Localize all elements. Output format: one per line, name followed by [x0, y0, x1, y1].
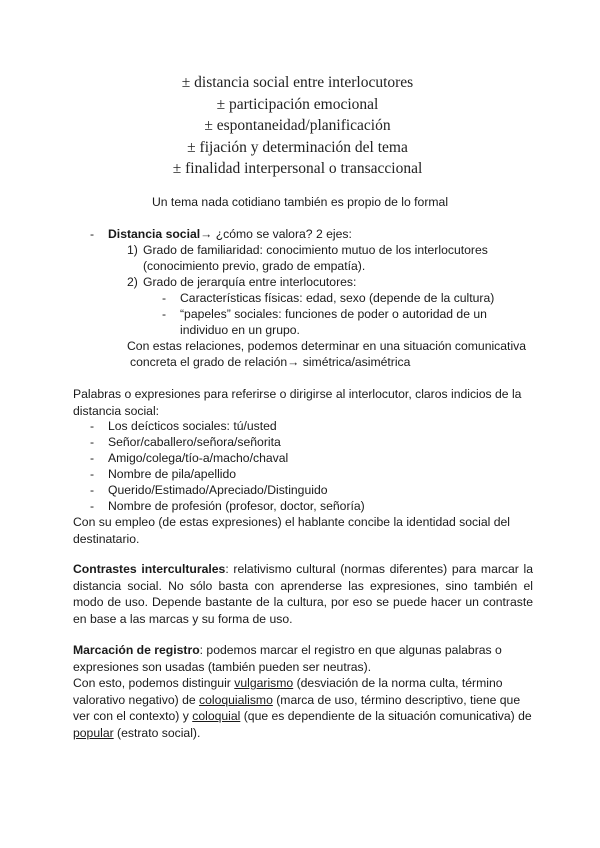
header-line: ± fijación y determinación del tema — [187, 138, 408, 156]
marcacion-title: Marcación de registro — [73, 643, 200, 657]
distancia-title-rest: → ¿cómo se valora? 2 ejes: — [200, 227, 352, 241]
list-item-text: Los deícticos sociales: tú/usted — [108, 419, 277, 433]
bullet-dash: - — [90, 467, 95, 481]
header-line: ± espontaneidad/planificación — [204, 117, 391, 134]
list-item — [90, 418, 277, 435]
list-item — [90, 450, 288, 467]
bullet-dash: - — [162, 291, 167, 305]
contrastes-title: Contrastes interculturales — [73, 562, 226, 576]
header-line: ± participación emocional — [216, 95, 379, 113]
item-number: 1) — [127, 243, 138, 257]
list-item-text: Señor/caballero/señora/señorita — [108, 435, 281, 449]
text-segment: (marca de uso, término descriptivo, tiene que ver con el contexto) y — [73, 692, 521, 723]
list-item — [90, 466, 236, 483]
header-line: ± distancia social entre interlocutores — [181, 74, 414, 91]
list-item-text: Nombre de profesión (profesor, doctor, señoría) — [108, 499, 365, 513]
palabras-after: Con su empleo (de estas expresiones) el hablante concibe la identidad social del destinatario. — [73, 515, 510, 546]
term-popular: popular — [73, 725, 114, 740]
list-item-text: Querido/Estimado/Apreciado/Distinguido — [108, 483, 328, 497]
contrastes-paragraph — [73, 561, 533, 627]
list-item — [90, 498, 365, 515]
text-segment: (que es dependiente de la situación comunicativa) de — [240, 709, 532, 723]
distancia-conclusion-1: Con estas relaciones, podemos determinar en una situación comunicativa — [127, 339, 527, 353]
header-list — [160, 72, 435, 184]
list-item — [90, 434, 281, 451]
distancia-conclusion-2: concreta el grado de relación→ simétrica/asimétrica — [130, 355, 411, 369]
bullet-dash: - — [90, 451, 95, 465]
sub-item-2 — [162, 306, 487, 323]
marcacion-text: : podemos marcar el registro en que algunas palabras o expresiones son usadas (también pueden ser neutras). — [73, 643, 502, 674]
term-coloquial: coloquial — [192, 709, 241, 723]
list-item — [90, 482, 328, 499]
bullet-dash: - — [162, 307, 167, 321]
item-number: 2) — [127, 275, 138, 289]
sub-item-text: Características físicas: edad, sexo (depende de la cultura) — [180, 291, 495, 305]
distancia-title: Distancia social — [108, 227, 201, 241]
bullet-dash: - — [90, 499, 95, 513]
distancia-heading — [90, 226, 352, 243]
text-segment: Con esto, podemos distinguir — [73, 676, 235, 690]
list-item-2 — [127, 274, 356, 291]
list-item-text: Amigo/colega/tío-a/macho/chaval — [108, 451, 289, 465]
sub-item-1 — [162, 290, 494, 307]
sub-item-text: “papeles” sociales: funciones de poder o autoridad de un — [180, 307, 487, 321]
header-line: ± finalidad interpersonal o transaccional — [172, 160, 423, 177]
contrastes-text: : relativismo cultural (normas diferentes) para marcar la distancia social. No sólo basta con aprenderse las expresiones, sino también el modo de uso. Depende bastante de la cultura, por eso se puede hacer un contraste en base a las marcas y su forma de uso. — [73, 562, 533, 626]
subtitle: Un tema nada cotidiano también es propio de lo formal — [151, 195, 449, 209]
bullet-dash: - — [90, 483, 95, 497]
term-vulgarismo: vulgarismo — [234, 676, 294, 690]
list-item-1 — [127, 242, 488, 259]
text-segment: (estrato social). — [113, 725, 201, 740]
item-text: Grado de familiaridad: conocimiento mutuo de los interlocutores — [143, 243, 488, 257]
bullet-dash: - — [90, 435, 95, 449]
marcacion-paragraph-1 — [73, 642, 533, 675]
bullet-dash: - — [90, 227, 95, 241]
list-item-1-cont: (conocimiento previo, grado de empatía). — [143, 259, 366, 273]
sub-item-2-cont: individuo en un grupo. — [180, 323, 300, 337]
list-item-text: Nombre de pila/apellido — [108, 467, 237, 481]
palabras-intro: Palabras o expresiones para referirse o dirigirse al interlocutor, claros indicios de la distancia social: — [73, 387, 522, 418]
marcacion-paragraph-2 — [73, 675, 533, 741]
item-text: Grado de jerarquía entre interlocutores: — [143, 275, 357, 289]
text-segment: (desviación de la norma culta, término valorativo negativo) de — [73, 676, 503, 707]
bullet-dash: - — [90, 419, 95, 433]
term-coloquialismo: coloquialismo — [199, 692, 273, 707]
